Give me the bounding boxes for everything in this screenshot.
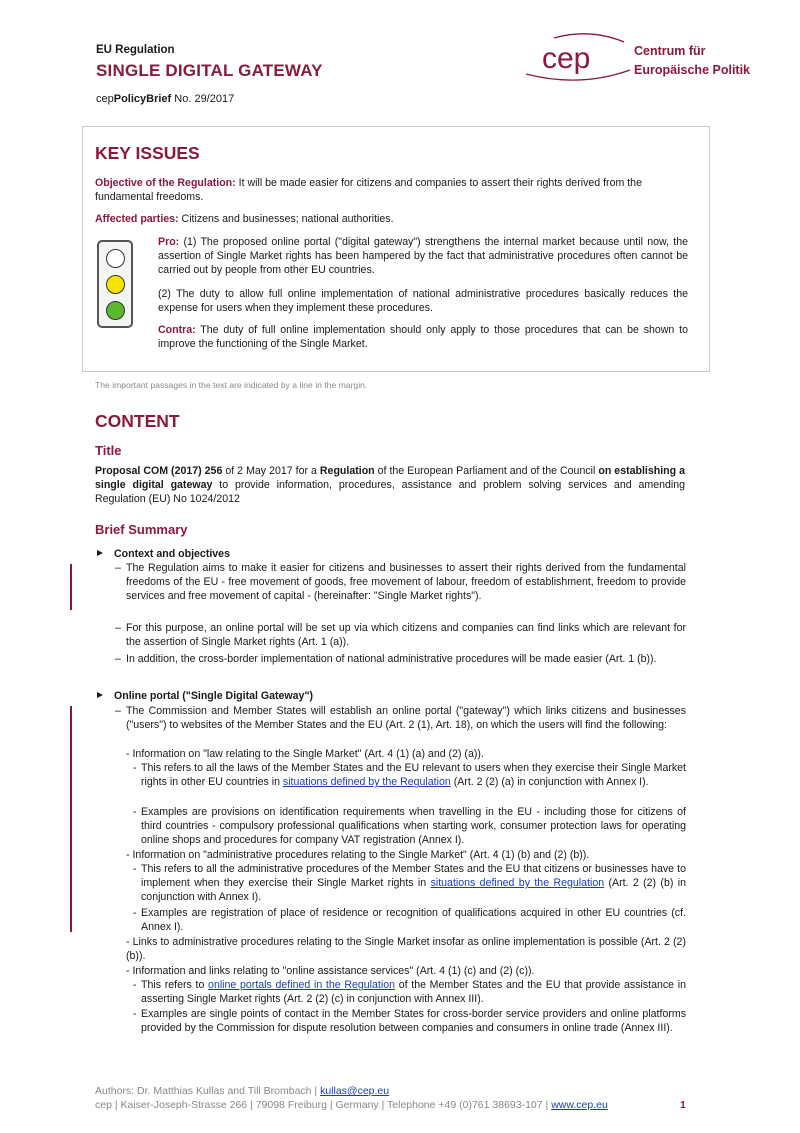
triangle-bullet-icon xyxy=(97,692,103,698)
portal-info-assistance-examples: Examples are single points of contact in the Member States for cross-border service providers and online platforms provided by the Commission for dispute resolution between companies and consumers in online trade (Annex III). xyxy=(141,1008,686,1035)
portal-info-law-detail: This refers to all the laws of the Member States and the EU relevant to users when they exercise their Single Market rights in other EU countries in situations defined by the Regulation (Art. 2 (2) (a) in conjunction with Annex I). xyxy=(141,762,686,789)
traffic-light-green xyxy=(106,301,125,320)
portal-item-1: The Commission and Member States will establish an online portal ("gateway") which links citizens and businesses ("users") to websites of the Member States and the EU (Art. 2 (1), Art. 18), on which the users will find the following: xyxy=(126,705,686,732)
margin-note: The important passages in the text are indicated by a line in the margin. xyxy=(95,380,368,390)
portal-info-law: - Information on "law relating to the Single Market" (Art. 4 (1) (a) and (2) (a)). xyxy=(126,748,484,760)
situations-link[interactable]: situations defined by the Regulation xyxy=(282,776,451,789)
website-link[interactable]: www.cep.eu xyxy=(551,1099,608,1111)
triangle-bullet-icon xyxy=(97,550,103,556)
margin-marker xyxy=(70,706,72,932)
footer-address: cep | Kaiser-Joseph-Strasse 266 | 79098 Freiburg | Germany | Telephone +49 (0)761 38693-107 | www.cep.eu xyxy=(95,1099,608,1111)
page-number: 1 xyxy=(680,1099,686,1111)
context-item-2: For this purpose, an online portal will be set up via which citizens and companies can find links which are relevant for the assertion of Single Market rights (Art. 1 (a)). xyxy=(126,622,686,649)
contra-paragraph: Contra: The duty of full online implementation should only apply to those procedures that can be shown to improve the functioning of the Single Market. xyxy=(158,324,688,351)
portal-info-assistance-detail: This refers to online portals defined in the Regulation of the Member States and the EU that provide assistance in asserting Single Market rights (Art. 2 (2) (c) in conjunction with Annex III). xyxy=(141,979,687,1006)
objective-paragraph: Objective of the Regulation: It will be made easier for citizens and companies to assert their rights derived from the fundamental freedoms. xyxy=(95,177,642,204)
margin-marker xyxy=(70,564,72,610)
email-link[interactable]: kullas@cep.eu xyxy=(320,1085,390,1097)
portal-info-admin-detail: This refers to all the administrative procedures of the Member States and the EU that citizens or businesses have to implement when they exercise their Single Market rights in situations defined by the Regulation (Art. 2 (2) (b) in conjunction with Annex I). xyxy=(141,863,686,904)
subsection-title: Title xyxy=(95,443,122,458)
proposal-paragraph: Proposal COM (2017) 256 of 2 May 2017 for a Regulation of the European Parliament and of the Council on establishing a single digital gateway to provide information, procedures, assistance and problem solving services and amending Regulation (EU) No 1024/2012 xyxy=(95,465,686,506)
traffic-light-yellow xyxy=(106,275,125,294)
heading-context: Context and objectives xyxy=(97,547,230,561)
traffic-light-icon xyxy=(97,240,133,328)
brief-number: cepPolicyBrief No. 29/2017 xyxy=(96,93,235,105)
context-item-3: In addition, the cross-border implementation of national administrative procedures will be made easier (Art. 1 (b)). xyxy=(126,653,657,665)
heading-online-portal: Online portal ("Single Digital Gateway") xyxy=(97,689,313,703)
dash-icon: – xyxy=(115,562,121,574)
dash-icon: – xyxy=(115,653,121,665)
situations-link-2[interactable]: situations defined by the Regulation xyxy=(430,877,605,890)
page-title: SINGLE DIGITAL GATEWAY xyxy=(96,61,323,80)
dash-icon: – xyxy=(115,705,121,717)
context-item-1: The Regulation aims to make it easier for citizens and businesses to assert their rights derived from the fundamental freedoms of the EU - free movement of goods, free movement of labour, freedom of establishment, freedom to provide services and free movement of capital - (hereinafter: "Single Market rights"). xyxy=(126,562,686,603)
content-title: CONTENT xyxy=(95,411,180,431)
subsection-brief-summary: Brief Summary xyxy=(95,522,188,537)
pro-2-paragraph: (2) The duty to allow full online implementation of national administrative procedures basically reduces the expense for users when they implement these procedures. xyxy=(158,288,688,315)
portal-info-admin: - Information on "administrative procedures relating to the Single Market" (Art. 4 (1) (b) and (2) (b)). xyxy=(126,849,590,861)
portal-links: - Links to administrative procedures relating to the Single Market insofar as online implementation is possible (Art. 2 (2) (b)). xyxy=(126,936,686,963)
logo-mark: cep xyxy=(542,42,591,75)
portal-info-assistance: - Information and links relating to "online assistance services" (Art. 4 (1) (c) and (2) (c)). xyxy=(126,965,535,977)
dash-icon: – xyxy=(115,622,121,634)
portal-info-admin-examples: Examples are registration of place of residence or recognition of qualifications acquired in other EU countries (cf. Annex I). xyxy=(141,907,686,934)
series-label: EU Regulation xyxy=(96,44,175,56)
traffic-light-white xyxy=(106,249,125,268)
affected-paragraph: Affected parties: Citizens and businesses; national authorities. xyxy=(95,213,394,225)
footer-authors: Authors: Dr. Matthias Kullas and Till Brombach | kullas@cep.eu xyxy=(95,1085,390,1097)
online-portals-link[interactable]: online portals defined in the Regulation xyxy=(208,979,396,991)
logo-line-2: Europäische Politik xyxy=(634,63,751,77)
key-issues-title: KEY ISSUES xyxy=(95,143,200,163)
portal-info-law-examples: Examples are provisions on identification requirements when travelling in the EU - including those for citizens of third countries - compulsory professional qualifications when starting work, consumer protection laws for operating online shops and procedures for company VAT registration (Annex I). xyxy=(141,806,686,847)
logo-line-1: Centrum für xyxy=(634,44,706,58)
pro-paragraph: Pro: (1) The proposed online portal ("digital gateway") strengthens the internal market because until now, the assertion of Single Market rights has been hampered by the fact that administrative procedures often cannot be carried out by people from other EU countries. xyxy=(158,236,688,277)
